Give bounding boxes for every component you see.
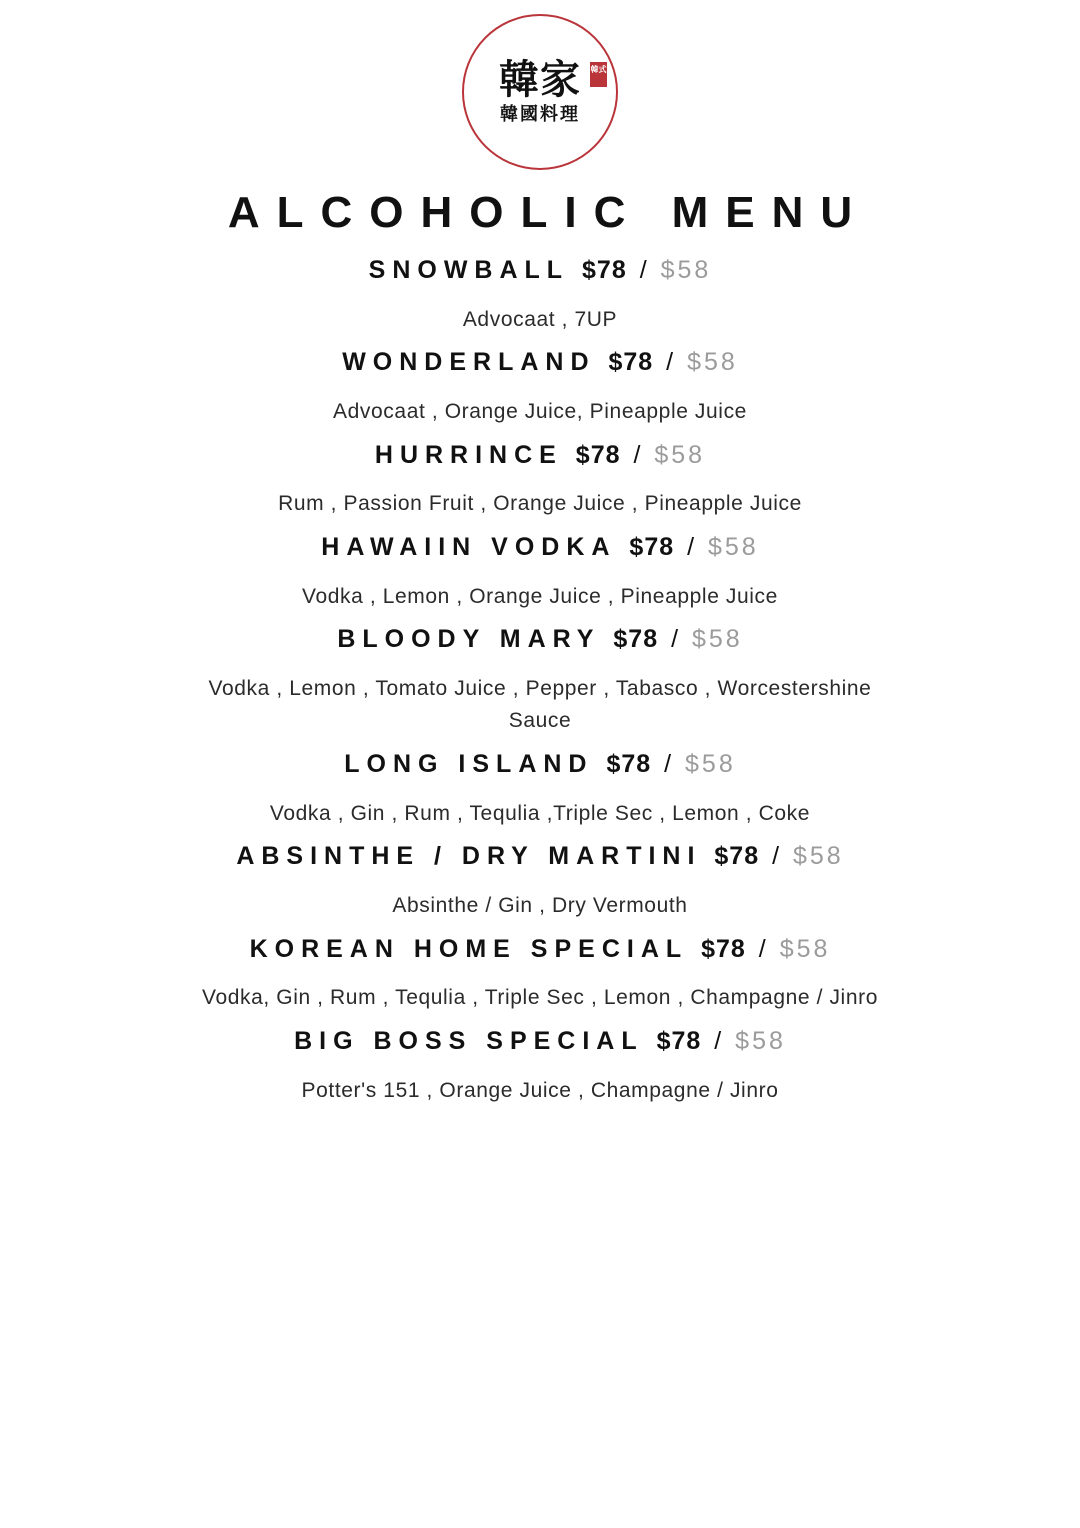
menu-item-price: $78 xyxy=(629,532,675,561)
logo-seal-stamp: 韓式 xyxy=(590,62,607,87)
logo-main-text xyxy=(499,56,607,103)
menu-item-heading xyxy=(0,1025,1080,1059)
restaurant-logo xyxy=(0,0,1080,170)
menu-item-price-alt: $58 xyxy=(779,934,831,963)
price-separator: / xyxy=(714,1026,723,1055)
menu-item-description: Absinthe / Gin , Dry Vermouth xyxy=(392,894,688,918)
menu-item-price-alt: $58 xyxy=(735,1026,786,1055)
logo-sub-text: 韓國料理 xyxy=(500,104,580,125)
menu-item-name: LONG ISLAND xyxy=(344,750,594,779)
menu-item-price-alt: $58 xyxy=(687,348,738,377)
menu-item-price: $78 xyxy=(606,750,652,779)
price-separator: / xyxy=(772,842,781,871)
menu-item-description: Advocaat , Orange Juice, Pineapple Juice xyxy=(333,400,747,424)
menu-item-price: $78 xyxy=(582,256,627,284)
menu-item-description: Vodka , Lemon , Tomato Juice , Pepper , Tabasco , Worcestershine Sauce xyxy=(208,676,872,733)
menu-item-name: BIG BOSS SPECIAL xyxy=(294,1026,644,1055)
menu-item-price-alt: $58 xyxy=(792,842,844,871)
menu-item-price-alt: $58 xyxy=(691,625,743,654)
logo-main-characters: 韓家 xyxy=(499,56,581,103)
menu-item-price-alt: $58 xyxy=(708,532,759,561)
price-separator: / xyxy=(758,934,767,963)
menu-item-price: $78 xyxy=(575,440,621,469)
list-item xyxy=(0,933,1080,1015)
menu-item-heading xyxy=(0,623,1080,657)
menu-item-name: SNOWBALL xyxy=(368,256,570,284)
menu-item-heading xyxy=(0,840,1080,874)
menu-item-price: $78 xyxy=(701,934,746,963)
menu-item-heading xyxy=(0,531,1080,565)
menu-item-price: $78 xyxy=(656,1026,702,1055)
menu-item-price-alt: $58 xyxy=(660,256,712,284)
menu-item-list xyxy=(0,254,1080,1107)
menu-item-heading xyxy=(0,346,1080,380)
menu-item-description: Advocaat , 7UP xyxy=(462,307,618,331)
price-separator: / xyxy=(671,625,680,654)
menu-item-heading xyxy=(0,439,1080,473)
menu-item-name: HURRINCE xyxy=(374,440,563,469)
list-item xyxy=(0,840,1080,922)
menu-item-description: Vodka , Gin , Rum , Tequlia ,Triple Sec , Lemon , Coke xyxy=(269,801,811,825)
price-separator: / xyxy=(666,348,675,377)
list-item xyxy=(0,254,1080,336)
menu-item-name: ABSINTHE / DRY MARTINI xyxy=(236,842,702,871)
menu-item-name: HAWAIIN VODKA xyxy=(321,532,617,561)
menu-item-name: BLOODY MARY xyxy=(337,625,601,654)
menu-item-name: WONDERLAND xyxy=(342,348,596,377)
price-separator: / xyxy=(639,256,648,284)
list-item xyxy=(0,1025,1080,1107)
page-title: ALCOHOLIC MENU xyxy=(227,188,870,237)
list-item xyxy=(0,439,1080,521)
list-item xyxy=(0,346,1080,428)
logo-circle xyxy=(462,14,618,170)
menu-item-heading xyxy=(0,933,1080,967)
menu-item-heading xyxy=(0,748,1080,782)
price-separator: / xyxy=(687,532,696,561)
menu-item-description: Rum , Passion Fruit , Orange Juice , Pineapple Juice xyxy=(278,492,802,516)
menu-item-description: Vodka , Lemon , Orange Juice , Pineapple Juice xyxy=(302,584,778,608)
menu-item-price: $78 xyxy=(608,348,654,377)
menu-item-price: $78 xyxy=(714,842,760,871)
list-item xyxy=(0,531,1080,613)
price-separator: / xyxy=(633,440,642,469)
menu-item-price-alt: $58 xyxy=(654,440,706,469)
menu-item-heading xyxy=(0,254,1080,288)
menu-item-description: Potter's 151 , Orange Juice , Champagne / Jinro xyxy=(301,1078,779,1102)
list-item xyxy=(0,623,1080,738)
menu-item-price-alt: $58 xyxy=(685,750,736,779)
menu-item-price: $78 xyxy=(613,625,659,654)
list-item xyxy=(0,748,1080,830)
price-separator: / xyxy=(664,750,673,779)
menu-item-description: Vodka, Gin , Rum , Tequlia , Triple Sec , Lemon , Champagne / Jinro xyxy=(202,986,878,1010)
menu-item-name: KOREAN HOME SPECIAL xyxy=(249,934,689,963)
